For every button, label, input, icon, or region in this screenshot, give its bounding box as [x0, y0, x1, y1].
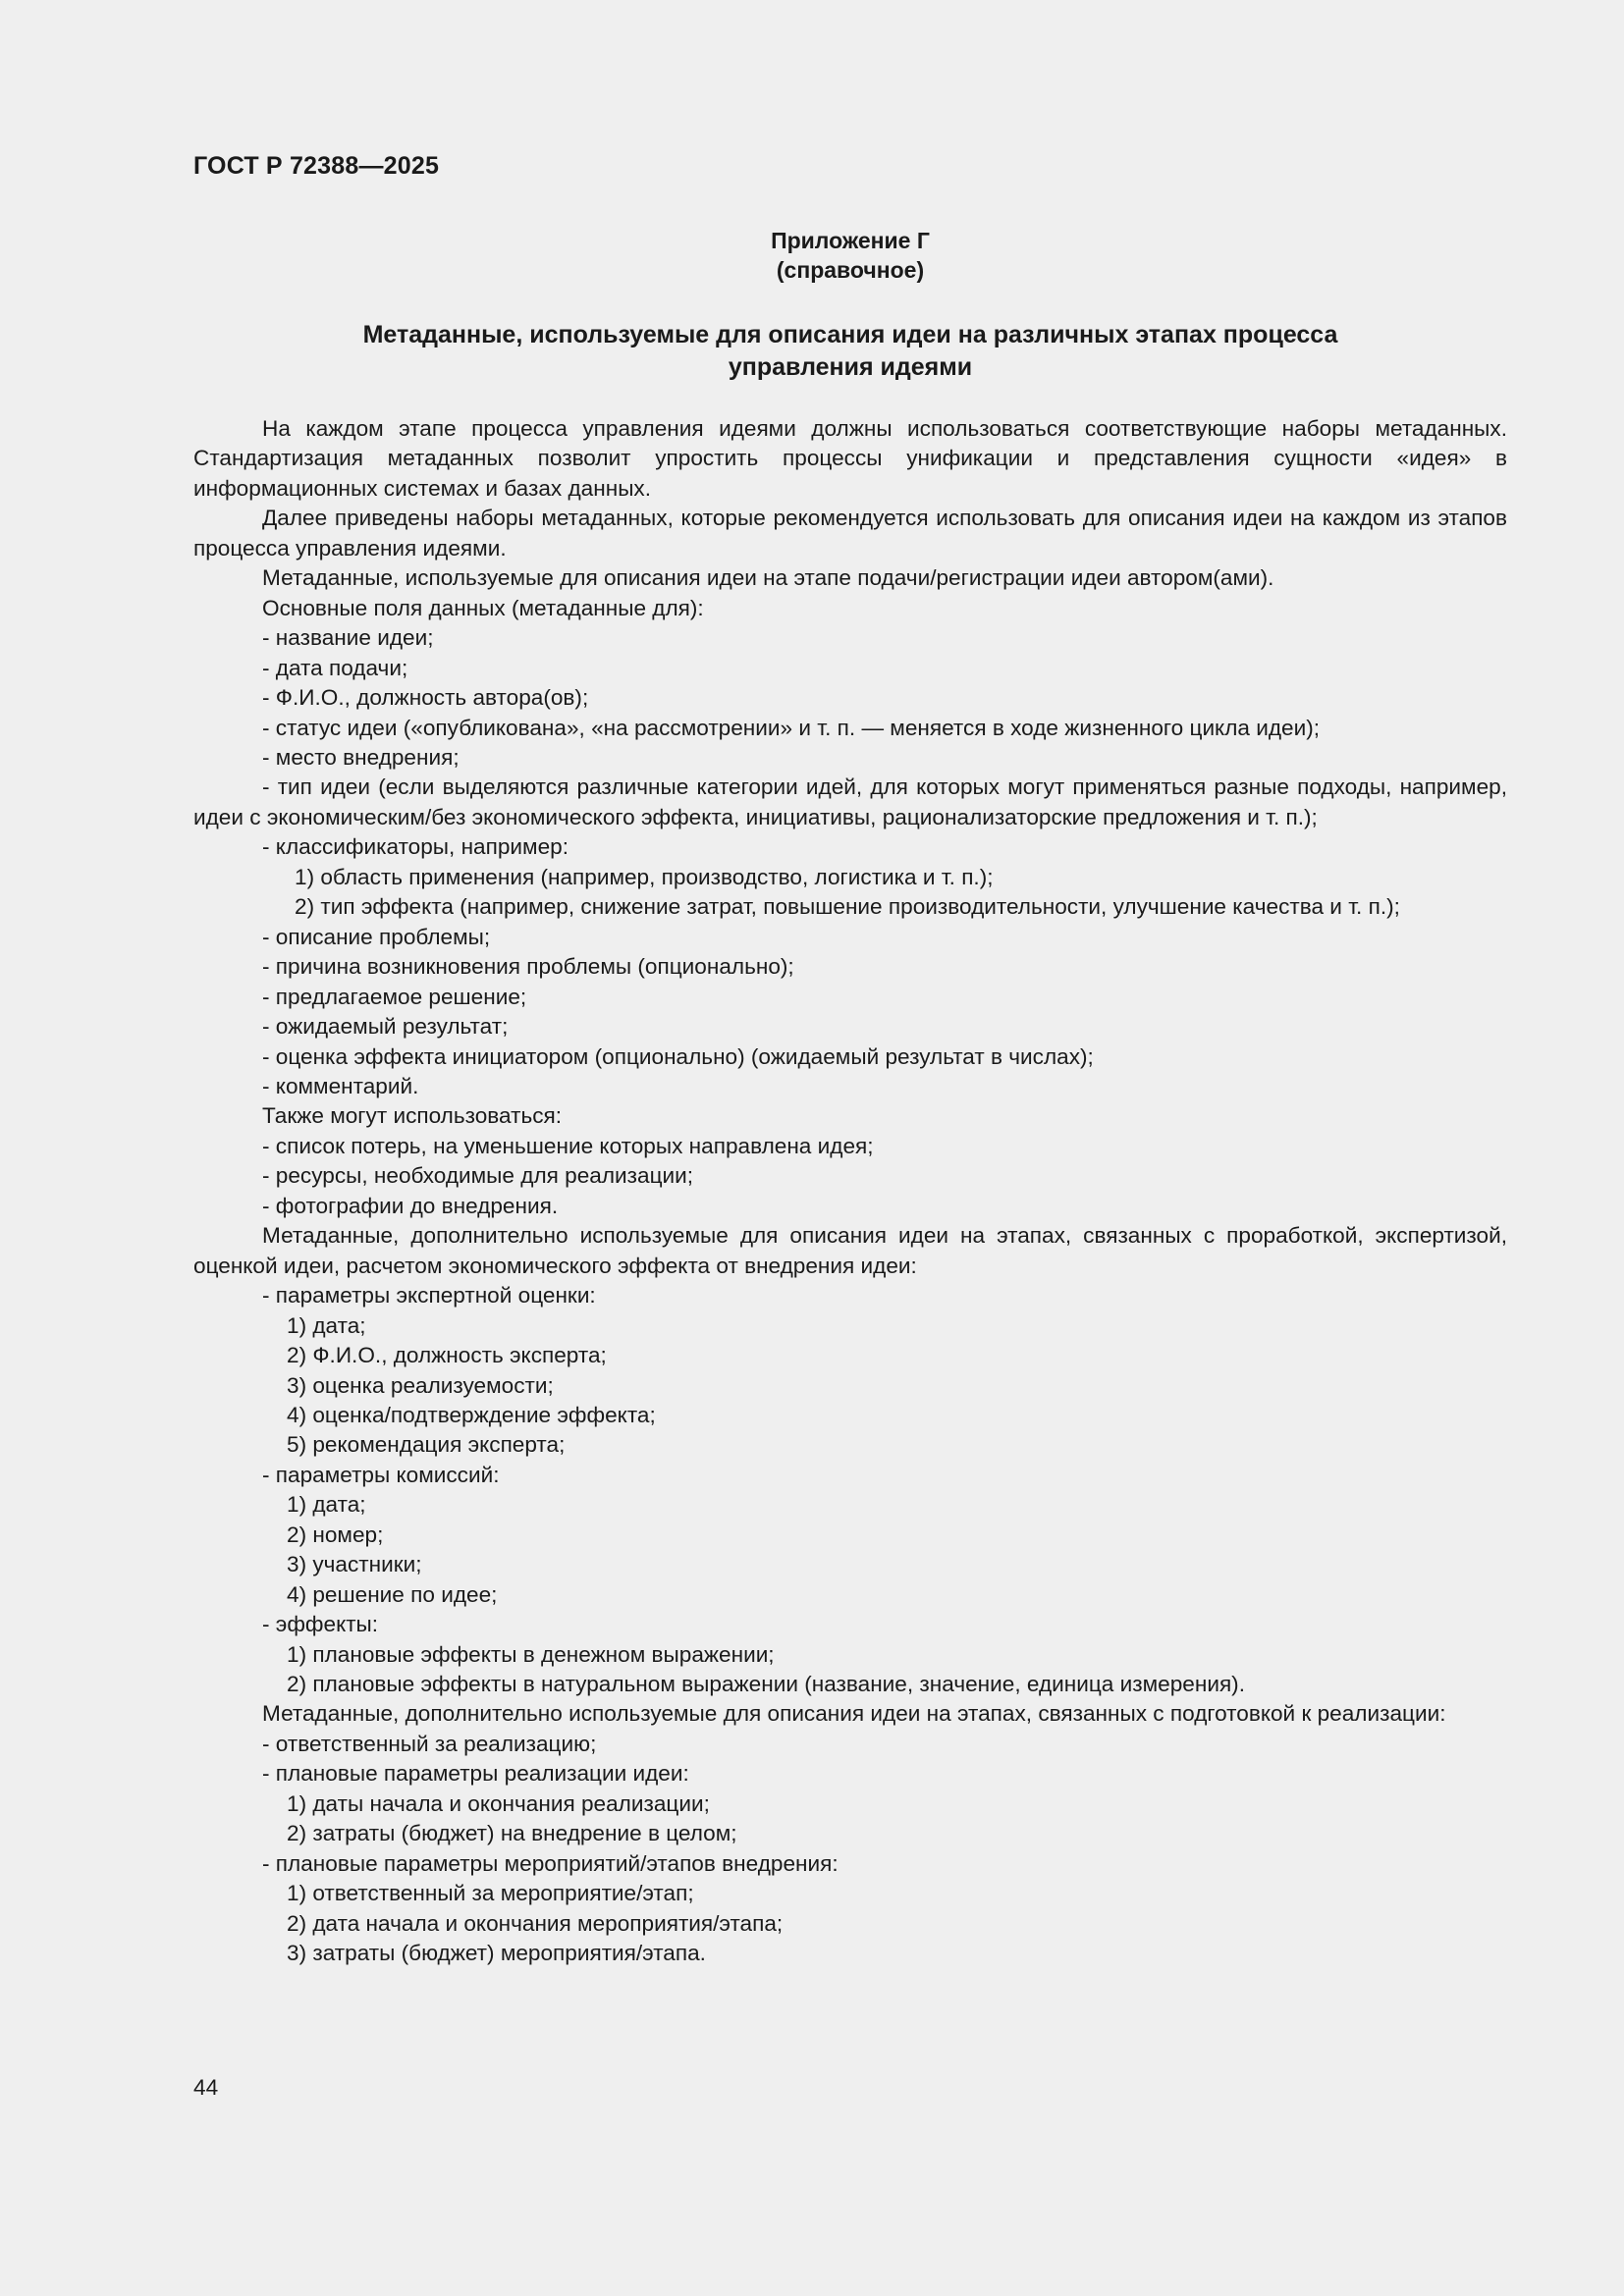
list-item: - фотографии до внедрения.: [262, 1193, 559, 1218]
sub-list-item: 2) плановые эффекты в натуральном выражении (название, значение, единица измерения).: [287, 1672, 1245, 1697]
sub-list-item: 1) даты начала и окончания реализации;: [287, 1790, 710, 1816]
appendix-heading: [193, 226, 1507, 285]
list-item: - предлагаемое решение;: [262, 984, 527, 1009]
sub-list-item: 2) затраты (бюджет) на внедрение в целом;: [287, 1821, 737, 1846]
sub-list-item: 3) затраты (бюджет) мероприятия/этапа.: [287, 1941, 706, 1966]
sub-list-item: 2) дата начала и окончания мероприятия/этапа;: [287, 1910, 784, 1936]
sub-list-item: 1) ответственный за мероприятие/этап;: [287, 1881, 694, 1906]
list-item: - дата подачи;: [262, 655, 408, 680]
list-item: - плановые параметры реализации идеи:: [262, 1761, 689, 1787]
body-text: [193, 414, 1507, 1969]
document-code: ГОСТ Р 72388—2025: [193, 152, 440, 180]
list-item: - статус идеи («опубликована», «на рассмотрении» и т. п. — меняется в ходе жизненного цикла идеи);: [262, 715, 1321, 740]
list-item: - плановые параметры мероприятий/этапов внедрения:: [262, 1850, 839, 1876]
list-item: - причина возникновения проблемы (опционально);: [262, 954, 794, 980]
list-item: - тип идеи (если выделяются различные категории идей, для которых могут применяться разные подходы, например, идеи с экономическим/без экономического эффекта, инициативы, рационализаторские предложения и т. п.);: [193, 774, 1507, 829]
paragraph: Метаданные, используемые для описания идеи на этапе подачи/регистрации идеи автором(ами).: [262, 565, 1274, 591]
list-item: - список потерь, на уменьшение которых направлена идея;: [262, 1133, 874, 1158]
list-item: - эффекты:: [262, 1612, 379, 1637]
list-item: - ресурсы, необходимые для реализации;: [262, 1163, 694, 1189]
paragraph: Также могут использоваться:: [262, 1103, 563, 1129]
list-item: - ожидаемый результат;: [262, 1014, 509, 1040]
paragraph: На каждом этапе процесса управления идеями должны использоваться соответствующие наборы метаданных. Стандартизация метаданных позволит упростить процессы унификации и представления сущности «идея» в информационных системах и базах данных.: [193, 416, 1507, 501]
sub-list-item: 1) область применения (например, производство, логистика и т. п.);: [295, 864, 994, 889]
sub-list-item: 3) оценка реализуемости;: [287, 1372, 554, 1398]
sub-list-item: 1) плановые эффекты в денежном выражении;: [287, 1641, 775, 1667]
list-item: - Ф.И.О., должность автора(ов);: [262, 685, 589, 711]
appendix-label: Приложение Г: [771, 228, 930, 253]
list-item: - ответственный за реализацию;: [262, 1731, 597, 1756]
sub-list-item: 3) участники;: [287, 1552, 422, 1577]
sub-list-item: 5) рекомендация эксперта;: [287, 1432, 566, 1458]
section-title: [193, 319, 1507, 384]
list-item: - классификаторы, например:: [262, 834, 568, 860]
paragraph: Метаданные, дополнительно используемые для описания идеи на этапах, связанных с проработкой, экспертизой, оценкой идеи, расчетом экономического эффекта от внедрения идеи:: [193, 1223, 1507, 1278]
list-item: - название идеи;: [262, 625, 434, 651]
sub-list-item: 4) оценка/подтверждение эффекта;: [287, 1402, 656, 1427]
appendix-kind: (справочное): [776, 257, 925, 283]
sub-list-item: 2) тип эффекта (например, снижение затрат, повышение производительности, улучшение качества и т. п.);: [295, 894, 1400, 920]
page-number: 44: [193, 2075, 219, 2100]
paragraph: Основные поля данных (метаданные для):: [262, 595, 704, 620]
list-item: - оценка эффекта инициатором (опционально) (ожидаемый результат в числах);: [262, 1043, 1094, 1069]
list-item: - описание проблемы;: [262, 924, 491, 949]
paragraph: Далее приведены наборы метаданных, которые рекомендуется использовать для описания идеи на каждом из этапов процесса управления идеями.: [193, 506, 1507, 561]
section-title-line-2: управления идеями: [728, 353, 973, 381]
sub-list-item: 2) Ф.И.О., должность эксперта;: [287, 1343, 607, 1368]
sub-list-item: 2) номер;: [287, 1522, 384, 1547]
paragraph: Метаданные, дополнительно используемые для описания идеи на этапах, связанных с подготовкой к реализации:: [262, 1701, 1446, 1727]
list-item: - комментарий.: [262, 1073, 419, 1098]
section-title-line-1: Метаданные, используемые для описания идеи на различных этапах процесса: [362, 321, 1338, 348]
list-item: - параметры комиссий:: [262, 1462, 500, 1487]
sub-list-item: 1) дата;: [287, 1492, 366, 1518]
list-item: - место внедрения;: [262, 744, 460, 770]
sub-list-item: 1) дата;: [287, 1312, 366, 1338]
list-item: - параметры экспертной оценки:: [262, 1283, 596, 1308]
sub-list-item: 4) решение по идее;: [287, 1581, 498, 1607]
